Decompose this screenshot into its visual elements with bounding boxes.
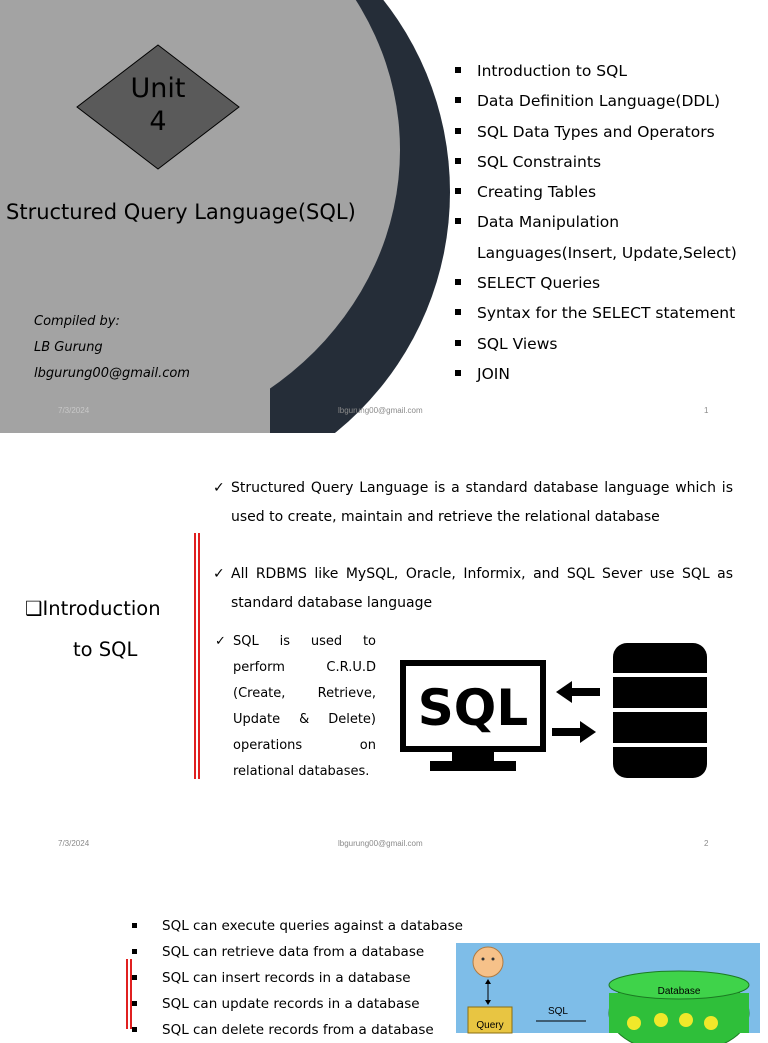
sql-image-label: SQL <box>417 679 529 737</box>
section-heading <box>25 588 185 670</box>
topic-item: JOIN <box>455 359 737 389</box>
monitor-icon <box>403 663 543 771</box>
sql-arrow-label: SQL <box>547 1006 569 1017</box>
list-item: SQL can insert records in a database <box>132 965 463 991</box>
red-divider-line <box>126 959 128 1029</box>
database-icon <box>613 643 707 778</box>
footer-page-number: 1 <box>704 406 709 415</box>
list-item: SQL can execute queries against a database <box>132 913 463 939</box>
query-label: Query <box>476 1020 504 1031</box>
footer-email: lbgurung00@gmail.com <box>338 406 423 415</box>
point-text: All RDBMS like MySQL, Oracle, Informix, and SQL Sever use SQL as standard database language <box>231 566 733 611</box>
check-icon: ✓ <box>213 566 225 582</box>
sql-capabilities-list <box>132 913 463 1043</box>
heading-line: to SQL <box>73 638 138 661</box>
point-text: Structured Query Language is a standard database language which is used to create, maintain and retrieve the relational database <box>231 480 733 525</box>
list-item: SQL can update records in a database <box>132 991 463 1017</box>
point-text: SQL is used to perform C.R.U.D (Create, Retrieve, Update & Delete) operations on relational databases. <box>233 634 376 779</box>
topic-item: SQL Views <box>455 329 737 359</box>
unit-number: 4 <box>149 106 167 137</box>
topic-item: SELECT Queries <box>455 268 737 298</box>
compiled-by-label: Compiled by: <box>34 314 120 329</box>
diagram-graphic <box>456 943 760 1033</box>
author-name: LB Gurung <box>34 340 103 355</box>
slide-3 <box>0 863 768 1038</box>
topic-item: Data Manipulation <box>455 207 737 237</box>
list-item: SQL can retrieve data from a database <box>132 939 463 965</box>
unit-word: Unit <box>130 73 186 104</box>
topic-item: Data Definition Language(DDL) <box>455 86 737 116</box>
list-item: SQL can delete records from a database <box>132 1017 463 1043</box>
sql-database-illustration <box>400 633 720 783</box>
point-rdbms <box>213 560 733 618</box>
check-icon: ✓ <box>215 634 226 649</box>
arrows-icon <box>552 681 600 743</box>
footer-page-number: 2 <box>704 839 709 848</box>
author-block <box>34 309 190 387</box>
topic-item: SQL Constraints <box>455 147 737 177</box>
footer-date: 7/3/2024 <box>58 406 90 415</box>
red-divider-line <box>198 533 200 779</box>
topic-item: Introduction to SQL <box>455 56 737 86</box>
topic-list <box>455 56 737 389</box>
point-definition <box>213 474 733 532</box>
check-icon: ✓ <box>213 480 225 496</box>
topic-item: Creating Tables <box>455 177 737 207</box>
author-email: lbgurung00@gmail.com <box>34 366 190 381</box>
heading-line: ❑Introduction <box>25 597 161 620</box>
footer-email: lbgurung00@gmail.com <box>338 839 423 848</box>
slide-title: Structured Query Language(SQL) <box>6 200 356 224</box>
red-divider-line <box>194 533 196 779</box>
topic-item: Syntax for the SELECT statement <box>455 298 737 328</box>
user-face-icon <box>473 947 503 977</box>
topic-item: SQL Data Types and Operators <box>455 117 737 147</box>
slide-2 <box>0 433 768 863</box>
footer-date: 7/3/2024 <box>58 839 90 848</box>
slide-1 <box>0 0 768 433</box>
point-crud <box>215 629 376 785</box>
database-label: Database <box>657 986 701 997</box>
sql-query-diagram <box>456 943 760 1033</box>
unit-label <box>100 72 216 138</box>
topic-item-continued: Languages(Insert, Update,Select) <box>477 243 737 262</box>
